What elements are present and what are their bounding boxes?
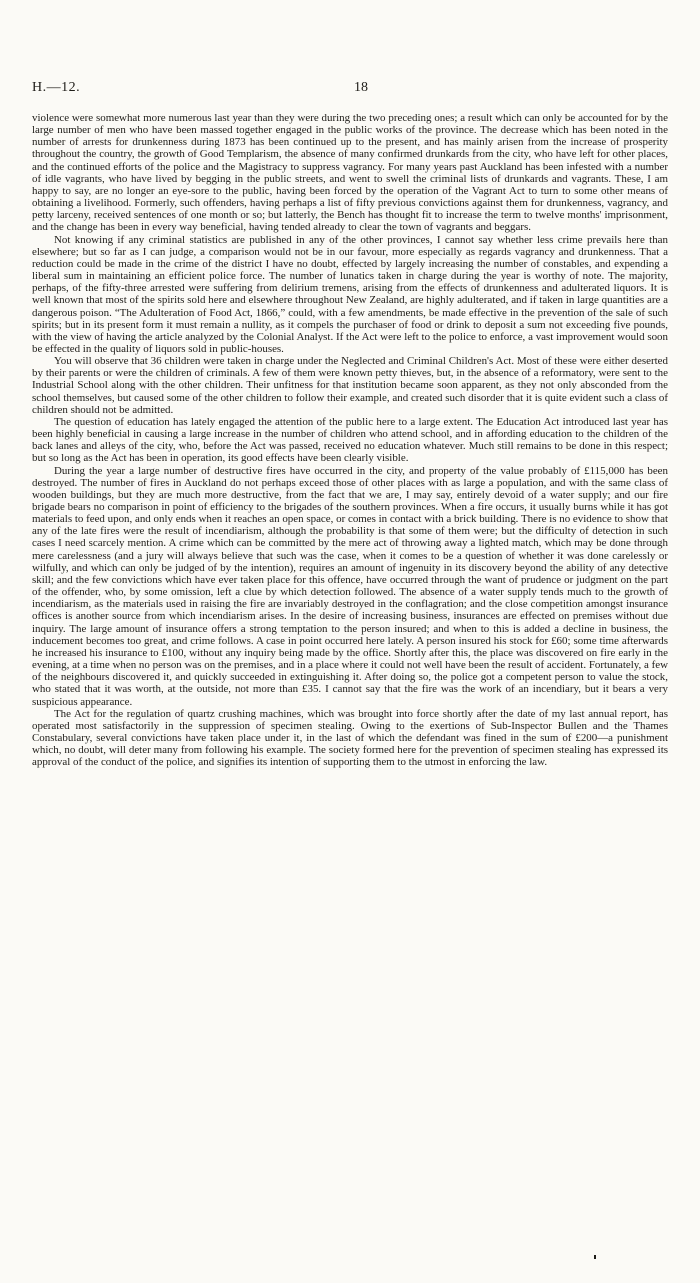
paragraph-4: The question of education has lately engaged the attention of the public here to a large extent. The Education Act introduced last year has been highly beneficial in causing a large increase in the number of children who attend school, and in affording education to the children of the back lanes and alleys of the city, who, before the Act was passed, received no education whatever. Much still remains to be done in this respect; but so long as the Act has been in operation, its good effects have been clearly visible. [32,415,668,465]
paragraph-5: During the year a large number of destructive fires have occurred in the city, and property of the value probably of £115,000 has been destroyed. The number of fires in Auckland do not perhaps exceed those of other places with as large a population, and with the same class of wooden buildings, but they are much more destructive, from the fact that we are, I may say, entirely devoid of a water supply; and our fire brigade bears no comparison in point of efficiency to the brigades of the southern provinces. When a fire occurs, it usually burns while it has got materials to feed upon, and only ends when it reaches an open space, or comes in contact with a brick building. There is no evidence to show that any of the late fires were the result of incendiarism, although the probability is that some of them were; but the difficulty of detection in such cases I need scarcely mention. A crime which can be committed by the mere act of throwing away a lighted match, which may be done through mere carelessness (and a jury will always believe that such was the case, when it comes to be a question of whether it was done carelessly or wilfully, and which can only be judged of by the intention), requires an amount of ingenuity in its discovery beyond the ability of any detective skill; and the few convictions which have ever taken place for this offence, have occurred through the want of prudence or judgment on the part of the offender, who, by some omission, left a clue by which detection followed. The absence of a water supply tends much to the growth of incendiarism, as the materials used in raising the fire are invariably destroyed in the conflagration; and the close competition amongst insurance offices is another source from which incendiarism arises. In the desire of increasing business, insurances are effected on premises without due inquiry. The large amount of insurance offers a strong temptation to the person insured; and when to this is added a decline in business, the inducement becomes too great, and crime follows. A case in point occurred here lately. A person insured his stock for £60; some time afterwards he increased his insurance to £100, without any inquiry being made by the office. Shortly after this, the place was discovered on fire early in the evening, at a time when no person was on the premises, and in a place where it could not well have been the result of accident. Fortunately, a few of the neighbours discovered it, and quickly succeeded in extinguishing it. After doing so, the police got a competent person to value the stock, who stated that it was worth, at the outside, not more than £35. I cannot say that the fire was the work of an incendiary, but it bears a very suspicious appearance. [32,464,668,708]
paragraph-1: violence were somewhat more numerous last year than they were during the two preceding ones; a result which can only be accounted for by the large number of men who have been massed together engaged in the public works of the province. The decrease which has been noted in the number of arrests for drunkenness during 1873 has been continued up to the present, and has mainly arisen from the increase of prosperity throughout the country, the growth of Good Templarism, the absence of many confirmed drunkards from the city, who have left for other places, and the continued efforts of the police and the Magistracy to suppress vagrancy. For many years past Auckland has been infested with a number of idle vagrants, who have lived by begging in the public streets, and went to swell the criminal lists of drunkards and vagrants. These, I am happy to say, are no longer an eye-sore to the public, having been forced by the operation of the Vagrant Act to turn to some other means of obtaining a livelihood. Formerly, such offenders, having perhaps a list of fifty previous convictions against them for drunkenness, vagrancy, and petty larceny, received sentences of one month or so; but latterly, the Bench has thought fit to increase the term to twelve months' imprisonment, and the change has been in every way beneficial, having tended already to clear the town of vagrants and beggars. [32,112,668,234]
body-text [32,112,668,768]
paragraph-2: Not knowing if any criminal statistics are published in any of the other provinces, I cannot say whether less crime prevails here than elsewhere; but so far as I can judge, a comparison would not be in our favour, more especially as regards vagrancy and drunkenness. That a reduction could be made in the crime of the district I have no doubt, effected by largely increasing the number of constables, and expending a liberal sum in maintaining an efficient police force. The number of lunatics taken in charge during the year is worthy of note. The majority, perhaps, of the fifty-three arrested were suffering from delirium tremens, arising from the effects of drunkenness and adulterated liquors. It is well known that most of the spirits sold here and elsewhere throughout New Zealand, are highly adulterated, and if taken in large quantities are a dangerous poison. “The Adulteration of Food Act, 1866,” could, with a few amendments, be made effective in the prevention of the sale of such spirits; but in its present form it must remain a nullity, as it compels the purchaser of food or drink to deposit a sum not exceeding five pounds, with the view of having the article analyzed by the Colonial Analyst. If the Act were left to the police to enforce, a vast improvement would soon be effected in the quality of liquors sold in public-houses. [32,233,668,355]
paragraph-3: You will observe that 36 children were taken in charge under the Neglected and Criminal Children's Act. Most of these were either deserted by their parents or were the children of criminals. A few of them were known petty thieves, but, in the absence of a reformatory, were sent to the Industrial School along with the other children. Their unfitness for that institution became soon apparent, as they not only absconded from the school themselves, but caused some of the other children to follow their example, and created such disorder that it is quite evident such a class of children should not be admitted. [32,355,668,416]
document-reference: H.—12. [32,80,81,95]
print-speck [594,1255,596,1259]
page-header [32,80,668,102]
page-number: 18 [354,80,368,95]
paragraph-6: The Act for the regulation of quartz crushing machines, which was brought into force shortly after the date of my last annual report, has operated most satisfactorily in the suppression of specimen stealing. Owing to the exertions of Sub-Inspector Bullen and the Thames Constabulary, several convictions have taken place under it, in the last of which the defendant was fined in the sum of £200—a punishment which, no doubt, will deter many from following his example. The society formed here for the prevention of specimen stealing has expressed its approval of the conduct of the police, and signifies its intention of supporting them to the utmost in enforcing the law. [32,707,668,769]
